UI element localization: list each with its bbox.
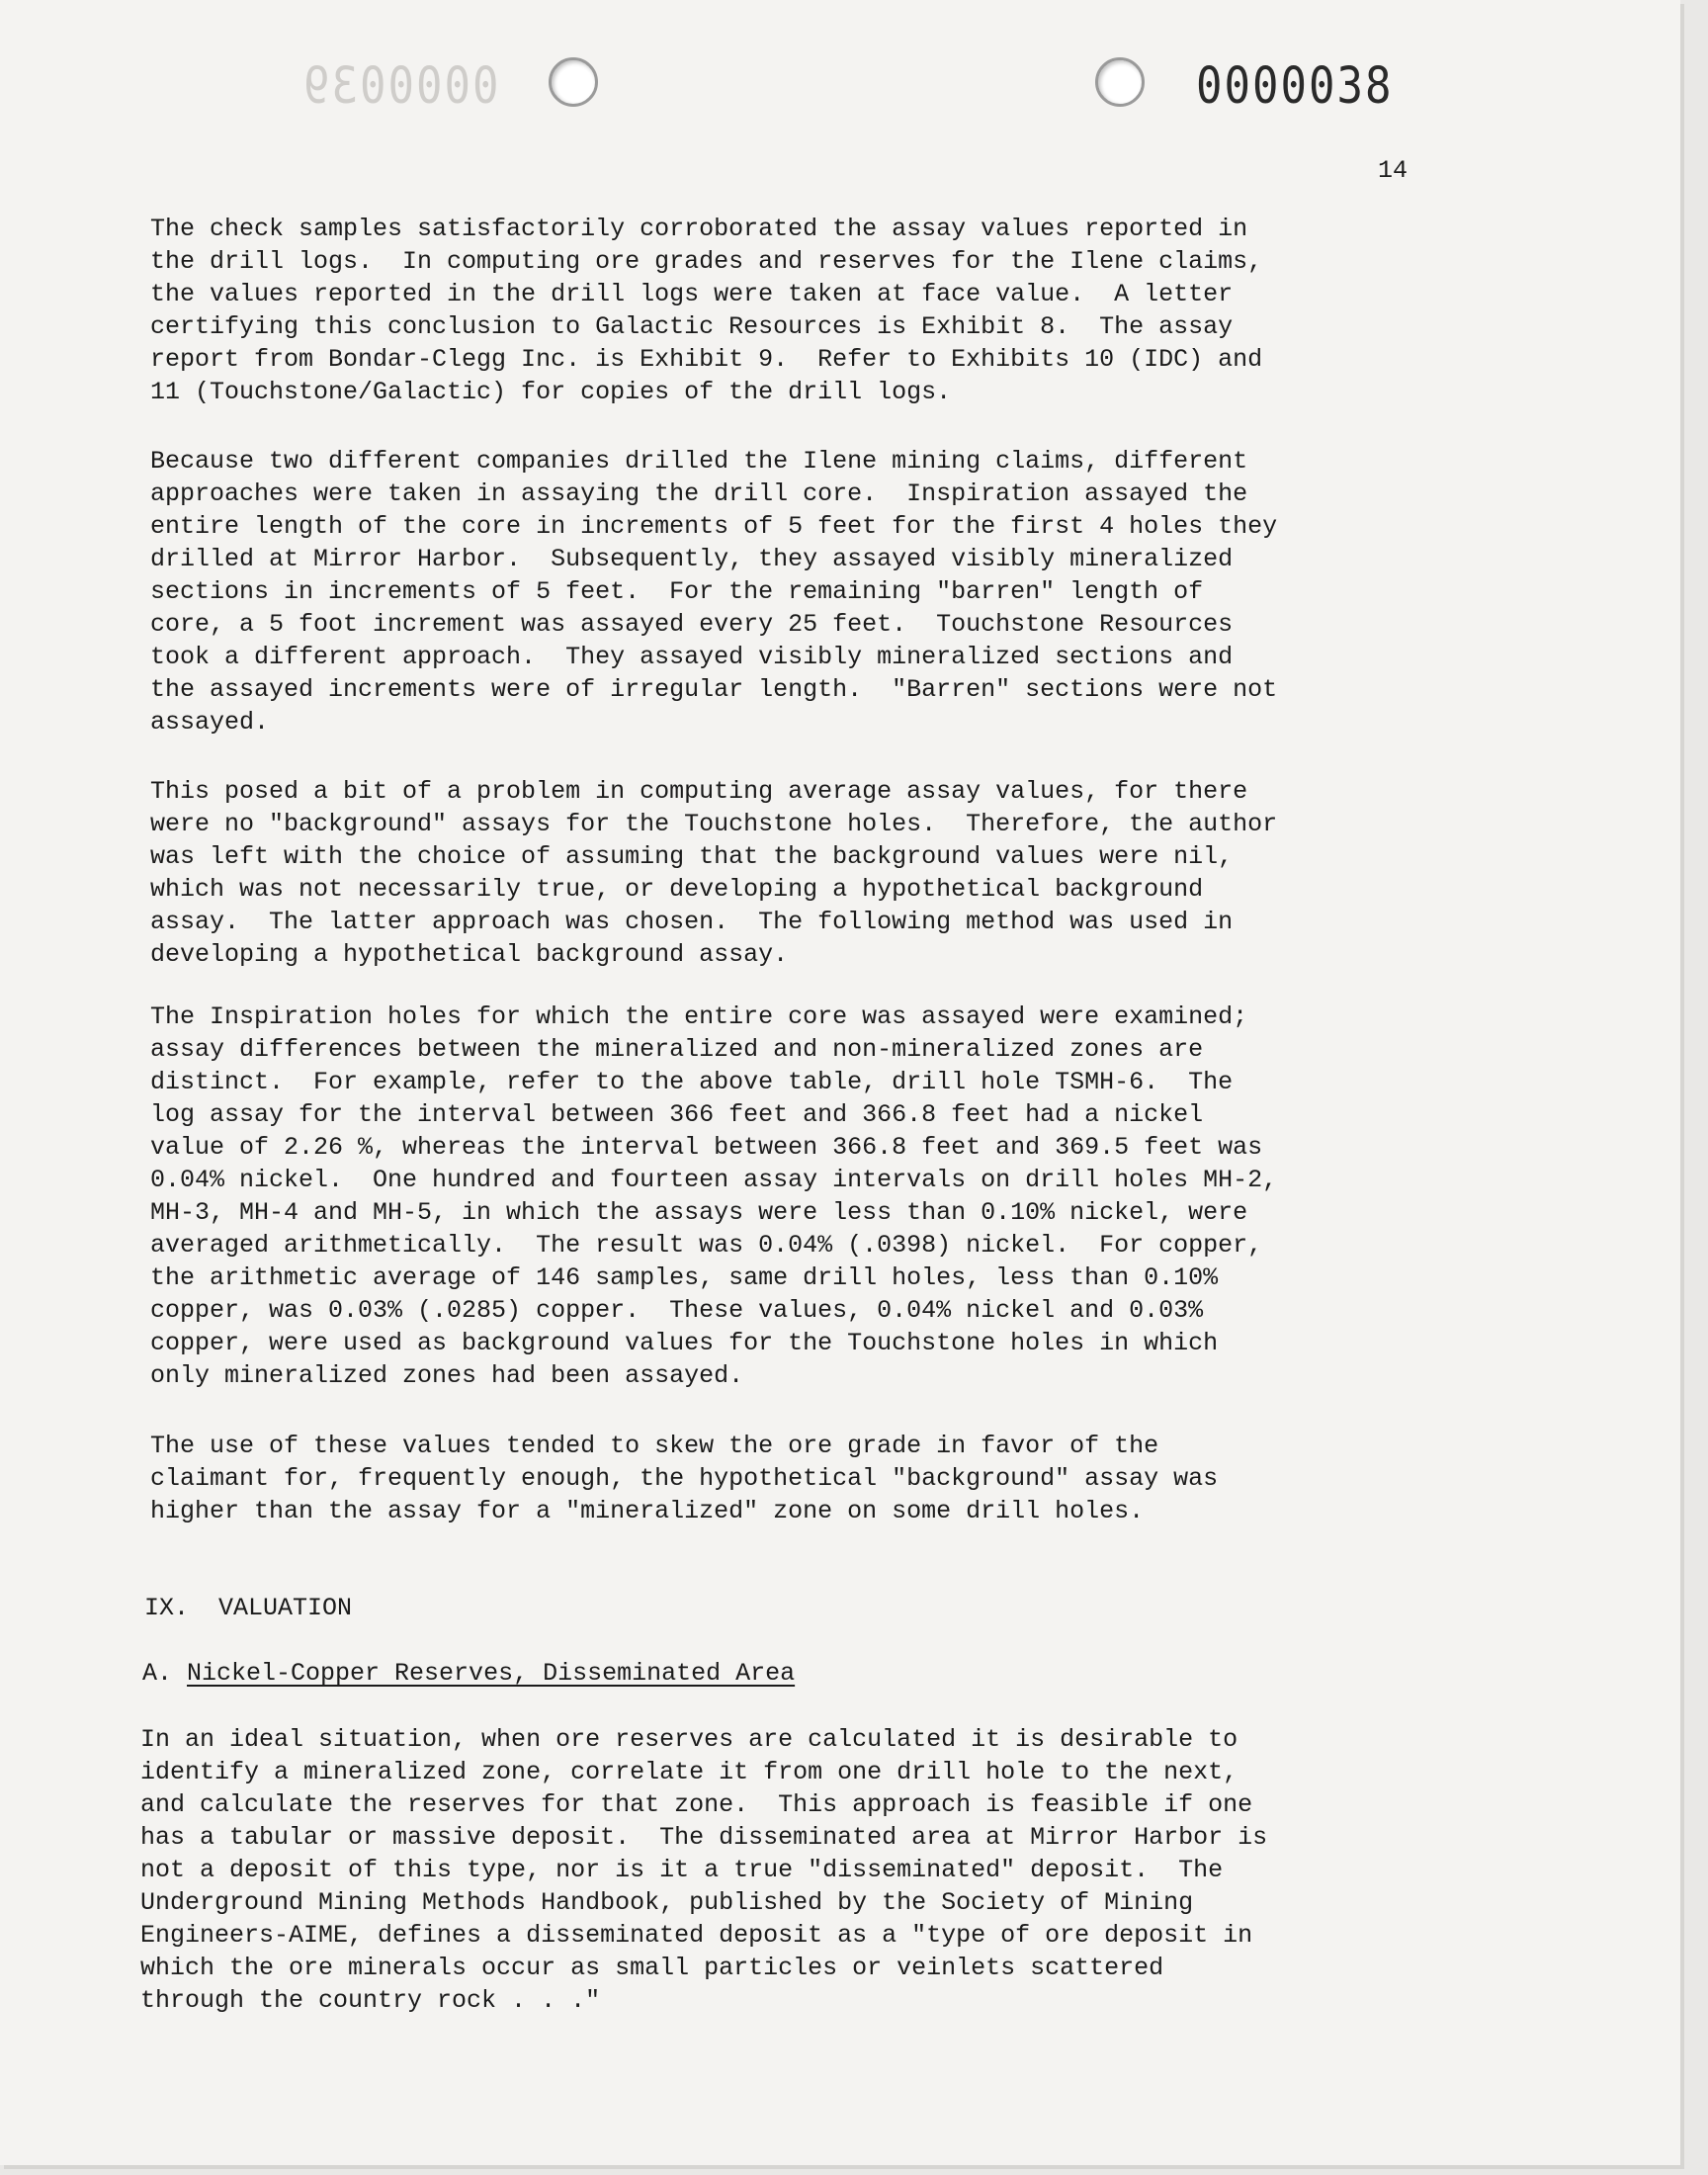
section-heading-valuation: IX. VALUATION [144,1594,353,1622]
punch-hole-right [1095,57,1145,107]
paragraph-background-method: The Inspiration holes for which the entire core was assayed were examined; assay differences between the mineralized and non-mineralized zones are distinct. For example, refer to the above table, drill hole TSMH-6. The log assay for the interval between 366 feet and 366.8 feet had a nickel value of 2.26 %, whereas the interval between 366.8 feet and 369.5 feet was 0.04% nickel. One hundred and fourteen assay intervals on drill holes MH-2, MH-3, MH-4 and MH-5, in which the assays were less than 0.10% nickel, were averaged arithmetically. The result was 0.04% (.0398) nickel. For copper, the arithmetic average of 146 samples, same drill holes, less than 0.10% copper, was 0.03% (.0285) copper. These values, 0.04% nickel and 0.03% copper, were used as background values for the Touchstone holes in which only mineralized zones had been assayed. [150,1002,1278,1390]
paragraph-assaying-approaches: Because two different companies drilled the Ilene mining claims, different approaches were taken in assaying the drill core. Inspiration assayed the entire length of the core in increments of 5 feet for the first 4 holes they drilled at Mirror Harbor. Subsequently, they assayed visibly mineralized sections in increments of 5 feet. For the remaining "barren" length of core, a 5 foot increment was assayed every 25 feet. Touchstone Resources took a different approach. They assayed visibly mineralized sections and the assayed increments were of irregular length. "Barren" sections were not assayed. [150,447,1278,737]
bates-number-bleedthrough: 0000039 [301,57,499,116]
page-number: 14 [1378,156,1409,185]
paragraph-skew-effect: The use of these values tended to skew the ore grade in favor of the claimant for, frequently enough, the hypothetical "background" assay was higher than the assay for a "mineralized" zone on some drill holes. [150,1432,1219,1525]
subsection-heading [142,1659,795,1688]
paragraph-ideal-situation: In an ideal situation, when ore reserves are calculated it is desirable to identify a mineralized zone, correlate it from one drill hole to the next, and calculate the reserves for that zone. This approach is feasible if one has a tabular or massive deposit. The disseminated area at Mirror Harbor is not a deposit of this type, nor is it a true "disseminated" deposit. The Underground Mining Methods Handbook, published by the Society of Mining Engineers-AIME, defines a disseminated deposit as a "type of ore deposit in which the ore minerals occur as small particles or veinlets scattered through the country rock . . ." [140,1725,1268,2015]
paragraph-check-samples: The check samples satisfactorily corroborated the assay values reported in the drill logs. In computing ore grades and reserves for the Ilene claims, the values reported in the drill logs were taken at face value. A letter certifying this conclusion to Galactic Resources is Exhibit 8. The assay report from Bondar-Clegg Inc. is Exhibit 9. Refer to Exhibits 10 (IDC) and 11 (Touchstone/Galactic) for copies of the drill logs. [150,215,1263,406]
subsection-title: Nickel-Copper Reserves, Disseminated Area [187,1659,796,1688]
subsection-prefix: A. [142,1659,188,1688]
paragraph-background-problem: This posed a bit of a problem in computing average assay values, for there were no "background" assays for the Touchstone holes. Therefore, the author was left with the choice of assuming that the background values were nil, which was not necessarily true, or developing a hypothetical background assay. The latter approach was chosen. The following method was used in developing a hypothetical background assay. [150,777,1278,969]
bates-number: 0000038 [1196,57,1394,116]
punch-hole-left [549,57,598,107]
